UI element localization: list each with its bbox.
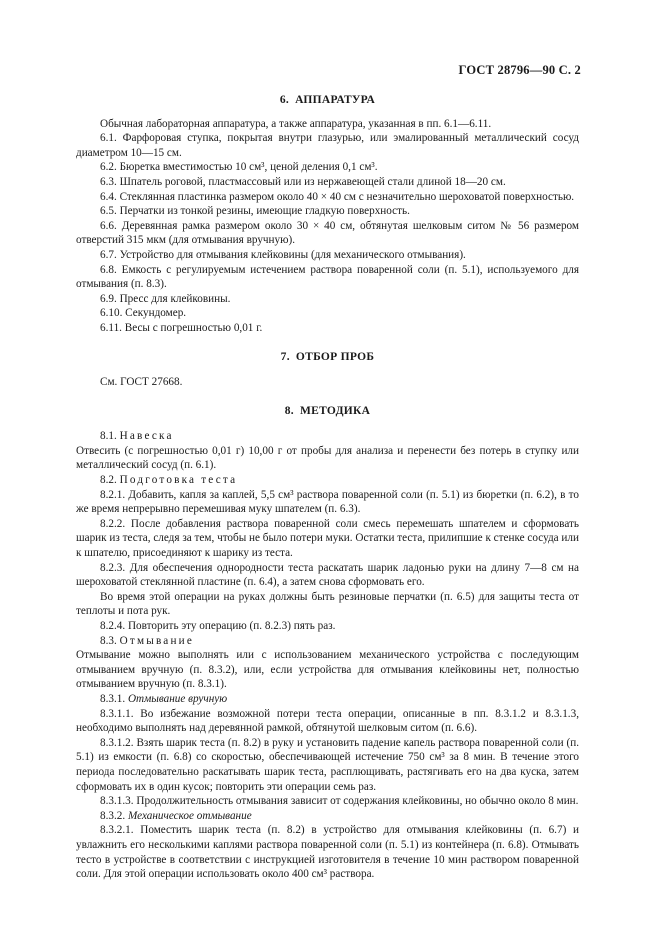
paragraph-text: 6.1. Фарфоровая ступка, покрытая внутри глазурью, или эмалированный металлический сосуд диаметром 10—15 см. bbox=[76, 132, 579, 159]
paragraph bbox=[76, 444, 579, 473]
paragraph-text: 8.3.1.3. Продолжительность отмывания зависит от содержания клейковины, но обычно около 8 мин. bbox=[100, 795, 579, 808]
paragraph bbox=[76, 160, 579, 175]
paragraph bbox=[76, 219, 579, 248]
paragraph-text: 6.6. Деревянная рамка размером около 30 × 40 см, обтянутая шелковым ситом № 56 размером отверстий 315 мкм (для отмывания вручную). bbox=[76, 219, 579, 247]
paragraph bbox=[76, 175, 579, 190]
paragraph-text: 6.11. Весы с погрешностью 0,01 г. bbox=[100, 321, 263, 334]
paragraph bbox=[76, 634, 579, 649]
paragraph bbox=[76, 517, 579, 561]
paragraph-text: 6.5. Перчатки из тонкой резины, имеющие гладкую поверхность. bbox=[100, 205, 410, 218]
section-number: 8. bbox=[284, 404, 294, 417]
subheading-spaced: Подготовка теста bbox=[119, 474, 238, 487]
paragraph-text: 8.2.1. Добавить, капля за каплей, 5,5 см³ раствора поваренной соли (п. 5.1) из бюретки (п. 6.2), в то же время непрерывно перемешивая муку шпателем (п. 6.3). bbox=[76, 488, 579, 516]
paragraph-text: 8.3. bbox=[100, 634, 120, 647]
paragraph-text: 8.3.1.1. Во избежание возможной потери теста операции, описанные в пп. 8.3.1.2 и 8.3.1.3, необходимо выполнять над деревянной рамкой, обтянутой шелковым ситом (п. 6.6). bbox=[76, 707, 579, 735]
paragraph bbox=[76, 823, 579, 881]
paragraph bbox=[76, 190, 579, 205]
section-number: 7. bbox=[280, 350, 290, 363]
subheading-spaced: Навеска bbox=[119, 430, 174, 443]
paragraph-text: 8.3.2.1. Поместить шарик теста (п. 8.2) в устройство для отмывания клейковины (п. 6.7) и увлажнить его несколькими каплями раствора поваренной соли (п. 5.1) из контейнера (п. 6.8). Отмывать тесто в устройстве в соответствии с инструкцией изготовителя в течение 10 мин раствором поваренной соли. Для этой операции использовать около 400 см³ раствора. bbox=[76, 824, 579, 881]
paragraph bbox=[76, 292, 579, 307]
paragraph-text: 8.1. bbox=[100, 430, 120, 443]
paragraph bbox=[76, 263, 579, 292]
paragraph-text: 6.8. Емкость с регулируемым истечением раствора поваренной соли (п. 5.1), используемого для отмывания (п. 8.3). bbox=[76, 263, 579, 291]
paragraph bbox=[76, 321, 579, 336]
section-heading: МЕТОДИКА bbox=[299, 404, 371, 417]
section-title bbox=[76, 93, 579, 108]
section-heading: ОТБОР ПРОБ bbox=[295, 350, 375, 363]
paragraph bbox=[76, 488, 579, 517]
paragraph bbox=[76, 590, 579, 619]
paragraph bbox=[76, 248, 579, 263]
paragraph-text: Во время этой операции на руках должны быть резиновые перчатки (п. 6.5) для защиты теста от теплоты и пота рук. bbox=[76, 590, 579, 618]
paragraph-text: 8.3.1.2. Взять шарик теста (п. 8.2) в руку и установить падение капель раствора поваренной соли (п. 5.1) из емкости (п. 6.8) со скоростью, обеспечивающей истечение 750 см³ за 8 мин. В течение этого периода последовательно раскатывать шарик теста, расплющивать, растягивать его на два куска, затем сформовать их в один кусок; повторить эти операции семь раз. bbox=[76, 736, 579, 793]
paragraph bbox=[76, 117, 579, 132]
paragraph bbox=[76, 707, 579, 736]
paragraph-text: Обычная лабораторная аппаратура, а также аппаратура, указанная в пп. 6.1—6.11. bbox=[100, 117, 492, 130]
paragraph bbox=[76, 204, 579, 219]
paragraph-text: См. ГОСТ 27668. bbox=[100, 376, 183, 389]
paragraph bbox=[76, 619, 579, 634]
subheading-italic: Механическое отмывание bbox=[127, 809, 252, 822]
paragraph-text: 8.3.1. bbox=[100, 692, 128, 705]
paragraph bbox=[76, 736, 579, 794]
subheading-italic: Отмывание вручную bbox=[127, 692, 228, 705]
paragraph bbox=[76, 375, 579, 390]
paragraph bbox=[76, 306, 579, 321]
paragraph-text: 6.3. Шпатель роговой, пластмассовый или из нержавеющей стали длиной 18—20 см. bbox=[100, 175, 506, 188]
paragraph-text: 6.2. Бюретка вместимостью 10 см³, ценой деления 0,1 см³. bbox=[100, 161, 378, 174]
paragraph-text: 6.7. Устройство для отмывания клейковины (для механического отмывания). bbox=[100, 248, 466, 261]
paragraph bbox=[76, 561, 579, 590]
paragraph-text: Отмывание можно выполнять или с использованием механического устройства с последующим отмыванием вручную (п. 8.3.2), или, если устройства для отмывания клейковины нет, полностью отмыванием вручную (п. 8.3.1). bbox=[76, 649, 579, 691]
paragraph bbox=[76, 473, 579, 488]
document-body bbox=[76, 93, 579, 882]
paragraph bbox=[76, 648, 579, 692]
paragraph-text: 8.2.2. После добавления раствора поваренной соли смесь перемешать шпателем и сформовать шарик из теста, следя за тем, чтобы не было потери муки. Остатки теста, прилипшие к стенке сосуда или к шпателю, присоединяют к шарику из теста. bbox=[76, 517, 579, 560]
section-number: 6. bbox=[279, 94, 290, 106]
section-title bbox=[76, 350, 579, 365]
section-heading: АППАРАТУРА bbox=[295, 94, 376, 106]
paragraph bbox=[76, 429, 579, 444]
paragraph bbox=[76, 131, 579, 160]
paragraph-text: 6.10. Секундомер. bbox=[100, 307, 187, 320]
paragraph-text: 6.9. Пресс для клейковины. bbox=[100, 292, 231, 305]
page-header: ГОСТ 28796—90 С. 2 bbox=[458, 63, 581, 77]
paragraph-text: 8.2.3. Для обеспечения однородности теста раскатать шарик ладонью руки на длину 7—8 см на шероховатой стеклянной пластине (п. 6.4), а затем снова сформовать его. bbox=[76, 561, 579, 589]
paragraph bbox=[76, 794, 579, 809]
paragraph-text: 6.4. Стеклянная пластинка размером около 40 × 40 см с незначительно шероховатой поверхностью. bbox=[100, 190, 575, 203]
paragraph-text: 8.3.2. bbox=[100, 809, 128, 822]
paragraph bbox=[76, 809, 579, 824]
section-title bbox=[76, 404, 579, 419]
paragraph-text: 8.2.4. Повторить эту операцию (п. 8.2.3) пять раз. bbox=[100, 620, 336, 632]
paragraph-text: 8.2. bbox=[100, 474, 120, 487]
paragraph-text: Отвесить (с погрешностью 0,01 г) 10,00 г от пробы для анализа и перенести без потерь в ступку или металлический сосуд (п. 6.1). bbox=[76, 444, 579, 472]
paragraph bbox=[76, 692, 579, 707]
subheading-spaced: Отмывание bbox=[119, 634, 194, 647]
